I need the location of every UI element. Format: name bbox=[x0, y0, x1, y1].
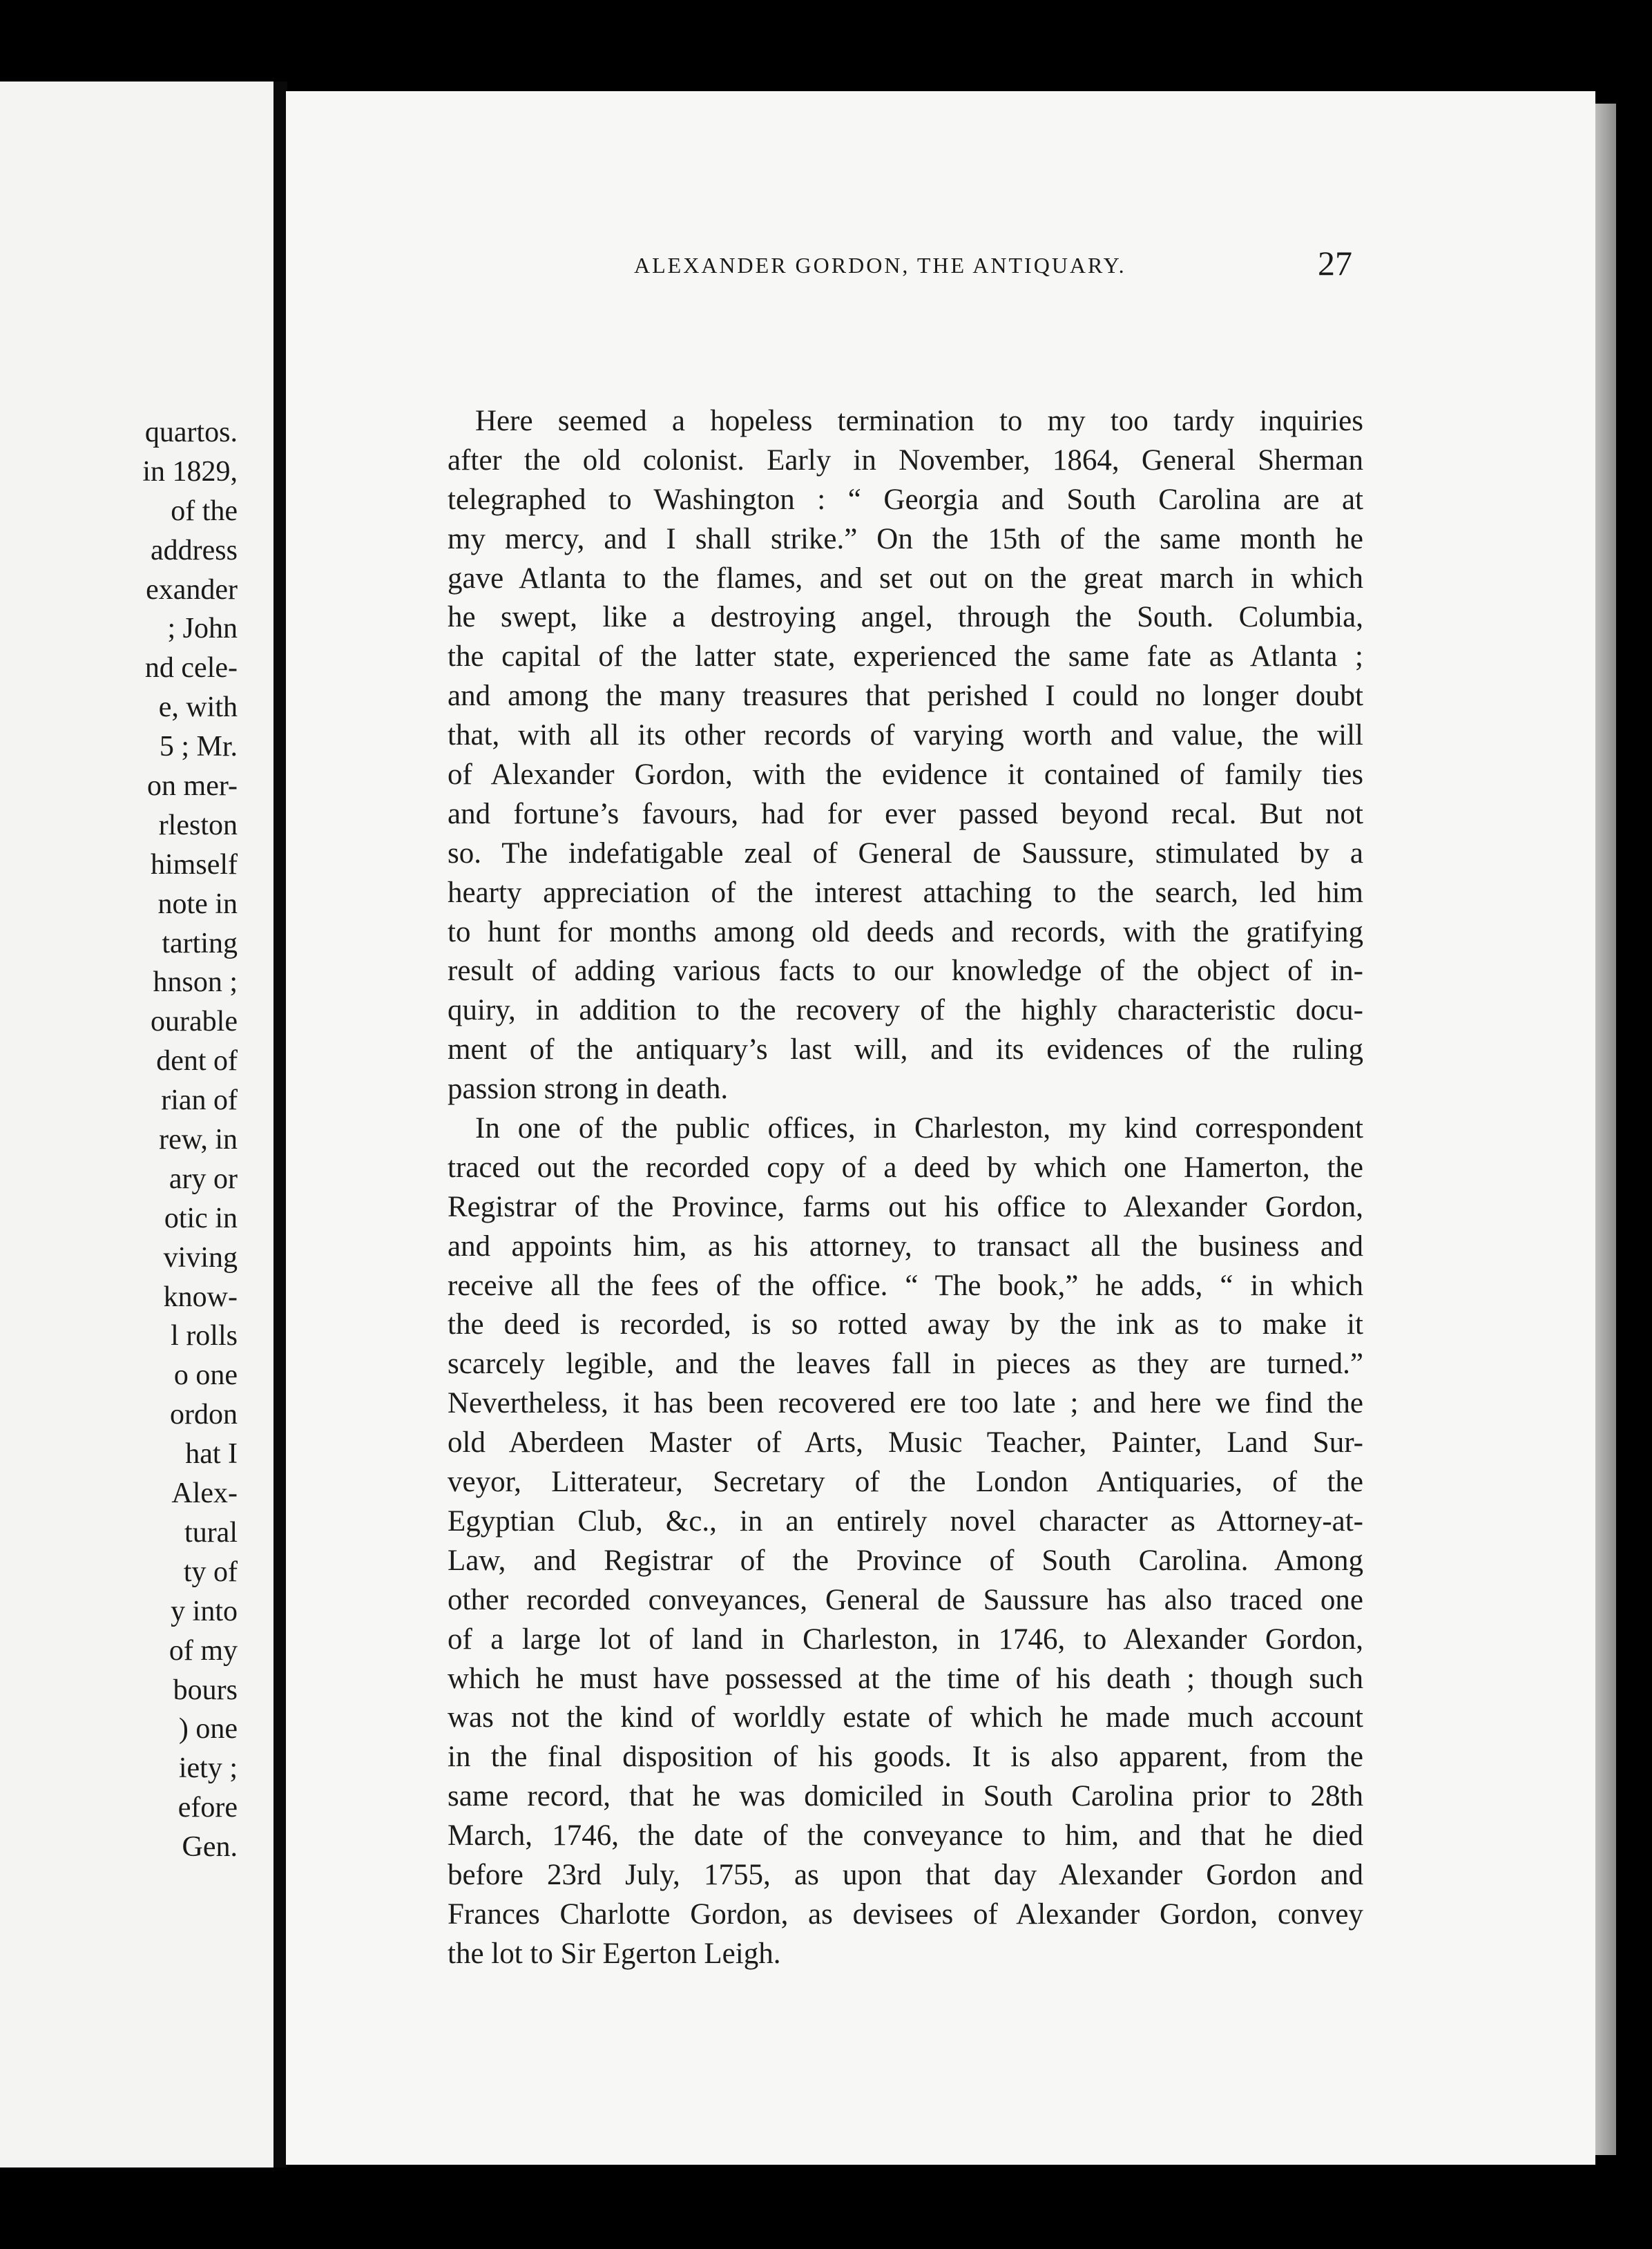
left-page-line: ty of bbox=[183, 1556, 238, 1588]
paragraph bbox=[448, 1109, 1363, 1974]
left-page-line: himself bbox=[151, 848, 238, 881]
left-page-line: ) one bbox=[178, 1713, 238, 1745]
left-page-line: rleston bbox=[158, 809, 238, 841]
text-line: so. The indefatigable zeal of General de Saussure, stimulated by a bbox=[448, 836, 1363, 870]
text-line: March, 1746, the date of the conveyance to him, and that he died bbox=[448, 1819, 1363, 1853]
text-line: of a large lot of land in Charleston, in 1746, to Alexander Gordon, bbox=[448, 1623, 1363, 1656]
left-page-line: bours bbox=[173, 1674, 238, 1706]
left-page-line: tarting bbox=[162, 927, 238, 959]
left-page-text-fragments bbox=[3, 413, 238, 1867]
text-line: gave Atlanta to the flames, and set out on the great march in which bbox=[448, 562, 1363, 595]
text-line: result of adding various facts to our knowledge of the object of in- bbox=[448, 955, 1363, 988]
left-page-line: in 1829, bbox=[142, 455, 238, 488]
text-line: my mercy, and I shall strike.” On the 15th of the same month he bbox=[448, 522, 1363, 555]
text-line: Law, and Registrar of the Province of South Carolina. Among bbox=[448, 1544, 1363, 1577]
left-page-line: ; John bbox=[167, 613, 238, 645]
text-line: after the old colonist. Early in November, 1864, General Sherman bbox=[448, 443, 1363, 477]
left-page-line: viving bbox=[163, 1241, 238, 1274]
left-page-line: iety ; bbox=[178, 1752, 238, 1785]
text-line: traced out the recorded copy of a deed by which one Hamerton, the bbox=[448, 1151, 1363, 1184]
text-line: old Aberdeen Master of Arts, Music Teacher, Painter, Land Sur- bbox=[448, 1426, 1363, 1460]
text-line: and appoints him, as his attorney, to transact all the business and bbox=[448, 1229, 1363, 1263]
text-line: Frances Charlotte Gordon, as devisees of Alexander Gordon, convey bbox=[448, 1897, 1363, 1931]
text-line: telegraphed to Washington : “ Georgia and South Carolina are at bbox=[448, 483, 1363, 516]
left-page-line: hat I bbox=[185, 1438, 238, 1471]
left-page-line: exander bbox=[146, 573, 238, 606]
body-text bbox=[448, 402, 1363, 1974]
left-page-line: know- bbox=[163, 1281, 238, 1313]
text-line: Registrar of the Province, farms out his office to Alexander Gordon, bbox=[448, 1190, 1363, 1223]
text-line: in the final disposition of his goods. It is also apparent, from the bbox=[448, 1741, 1363, 1774]
left-page-line: efore bbox=[177, 1792, 238, 1824]
text-line: which he must have possessed at the time of his death ; though such bbox=[448, 1662, 1363, 1695]
left-page-line: ordon bbox=[170, 1399, 238, 1431]
text-line: the deed is recorded, is so rotted away by the ink as to make it bbox=[448, 1308, 1363, 1341]
left-page-line: e, with bbox=[158, 691, 238, 724]
text-line: was not the kind of worldly estate of which he made much account bbox=[448, 1701, 1363, 1734]
left-page-line: note in bbox=[157, 888, 238, 920]
text-line: that, with all its other records of varying worth and value, the will bbox=[448, 719, 1363, 752]
page-number: 27 bbox=[1318, 244, 1352, 283]
left-page-line: on mer- bbox=[147, 770, 238, 803]
left-page-line: Gen. bbox=[182, 1831, 238, 1864]
text-line: Egyptian Club, &c., in an entirely novel character as Attorney-at- bbox=[448, 1504, 1363, 1538]
text-line: other recorded conveyances, General de Saussure has also traced one bbox=[448, 1583, 1363, 1616]
text-line: and among the many treasures that perished I could no longer doubt bbox=[448, 680, 1363, 713]
text-line: In one of the public offices, in Charleston, my kind correspondent bbox=[475, 1112, 1363, 1145]
left-page-line: l rolls bbox=[171, 1320, 238, 1352]
text-line: ment of the antiquary’s last will, and its evidences of the ruling bbox=[448, 1033, 1363, 1066]
left-page-line: of my bbox=[169, 1634, 238, 1667]
page-header bbox=[344, 243, 1352, 291]
text-line: Nevertheless, it has been recovered ere too late ; and here we find the bbox=[448, 1387, 1363, 1420]
text-line: before 23rd July, 1755, as upon that day Alexander Gordon and bbox=[448, 1858, 1363, 1891]
text-line: Here seemed a hopeless termination to my too tardy inquiries bbox=[475, 405, 1363, 437]
left-page-line: of the bbox=[171, 495, 238, 527]
left-page bbox=[0, 82, 273, 2167]
left-page-line: rian of bbox=[161, 1084, 238, 1117]
left-page-line: otic in bbox=[164, 1202, 238, 1234]
text-line: quiry, in addition to the recovery of the highly characteristic docu- bbox=[448, 994, 1363, 1027]
text-line: same record, that he was domiciled in South Carolina prior to 28th bbox=[448, 1780, 1363, 1813]
text-line: scarcely legible, and the leaves fall in pieces as they are turned.” bbox=[448, 1348, 1363, 1381]
text-line: hearty appreciation of the interest attaching to the search, led him bbox=[448, 876, 1363, 909]
left-page-line: address bbox=[151, 534, 238, 566]
text-line: and fortune’s favours, had for ever passed beyond recal. But not bbox=[448, 797, 1363, 830]
running-head: ALEXANDER GORDON, THE ANTIQUARY. bbox=[634, 253, 1126, 278]
text-line: the lot to Sir Egerton Leigh. bbox=[448, 1937, 781, 1970]
left-page-line: nd cele- bbox=[144, 652, 238, 685]
left-page-line: rew, in bbox=[159, 1124, 238, 1156]
text-line: veyor, Litterateur, Secretary of the London Antiquaries, of the bbox=[448, 1466, 1363, 1499]
left-page-line: y into bbox=[171, 1595, 238, 1627]
text-line: to hunt for months among old deeds and records, with the gratifying bbox=[448, 915, 1363, 948]
left-page-line: tural bbox=[184, 1516, 238, 1549]
text-line: of Alexander Gordon, with the evidence it contained of family ties bbox=[448, 758, 1363, 792]
left-page-line: dent of bbox=[156, 1045, 238, 1078]
text-line: the capital of the latter state, experienced the same fate as Atlanta ; bbox=[448, 640, 1363, 673]
left-page-line: quartos. bbox=[144, 417, 238, 448]
left-page-line: hnson ; bbox=[153, 966, 238, 999]
left-page-line: Alex- bbox=[171, 1477, 238, 1510]
paragraph bbox=[448, 402, 1363, 1109]
text-line: passion strong in death. bbox=[448, 1073, 729, 1106]
left-page-line: o one bbox=[173, 1359, 238, 1392]
page-edge bbox=[1595, 104, 1616, 2155]
book-gutter bbox=[273, 82, 287, 2167]
text-line: receive all the fees of the office. “ The book,” he adds, “ in which bbox=[448, 1269, 1363, 1302]
left-page-line: 5 ; Mr. bbox=[159, 731, 238, 763]
text-line: he swept, like a destroying angel, through the South. Columbia, bbox=[448, 601, 1363, 634]
left-page-line: ourable bbox=[151, 1006, 238, 1038]
left-page-line: ary or bbox=[169, 1162, 238, 1195]
